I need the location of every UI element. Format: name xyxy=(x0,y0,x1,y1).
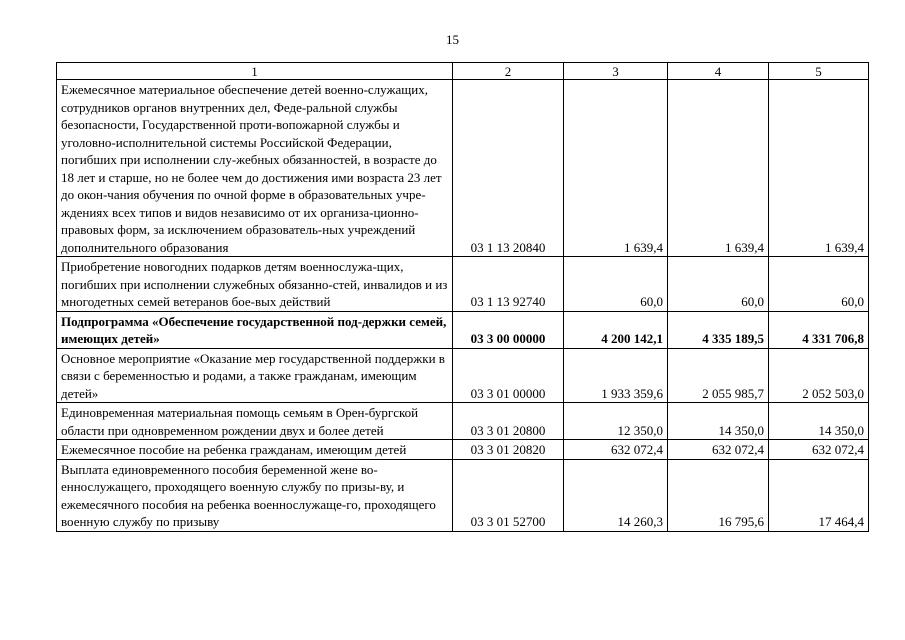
row-name: Единовременная материальная помощь семьям в Орен-бургской области при одновременном рождении двух и более детей xyxy=(57,403,453,440)
row-code: 03 3 00 00000 xyxy=(453,311,564,348)
column-header-1: 1 xyxy=(57,63,453,80)
row-value-col4: 1 639,4 xyxy=(668,80,769,257)
row-value-col4: 632 072,4 xyxy=(668,440,769,460)
row-value-col3: 14 260,3 xyxy=(564,459,668,531)
row-name: Подпрограмма «Обеспечение государственной под-держки семей, имеющих детей» xyxy=(57,311,453,348)
row-value-col5: 2 052 503,0 xyxy=(769,348,869,403)
row-code: 03 1 13 20840 xyxy=(453,80,564,257)
row-value-col5: 1 639,4 xyxy=(769,80,869,257)
row-value-col4: 14 350,0 xyxy=(668,403,769,440)
row-value-col3: 12 350,0 xyxy=(564,403,668,440)
budget-table xyxy=(56,62,869,532)
table-row xyxy=(57,403,869,440)
row-value-col5: 17 464,4 xyxy=(769,459,869,531)
column-header-2: 2 xyxy=(453,63,564,80)
table-row xyxy=(57,80,869,257)
row-name: Выплата единовременного пособия беременной жене во-еннослужащего, проходящего военную службу по призы-ву, и ежемесячного пособия на ребенка военнослужаще-го, проходящего военную службу по призыву xyxy=(57,459,453,531)
row-value-col5: 4 331 706,8 xyxy=(769,311,869,348)
row-value-col5: 14 350,0 xyxy=(769,403,869,440)
row-value-col3: 632 072,4 xyxy=(564,440,668,460)
row-value-col4: 4 335 189,5 xyxy=(668,311,769,348)
table-row-subprogram xyxy=(57,311,869,348)
row-value-col3: 4 200 142,1 xyxy=(564,311,668,348)
row-value-col3: 1 639,4 xyxy=(564,80,668,257)
row-name: Приобретение новогодних подарков детям военнослужа-щих, погибших при исполнении служебных обязанно-стей, инвалидов и из многодетных семей ветеранов бое-вых действий xyxy=(57,257,453,312)
row-value-col5: 60,0 xyxy=(769,257,869,312)
row-code: 03 3 01 20820 xyxy=(453,440,564,460)
row-code: 03 3 01 20800 xyxy=(453,403,564,440)
header-row xyxy=(57,63,869,80)
row-value-col4: 2 055 985,7 xyxy=(668,348,769,403)
table-row xyxy=(57,459,869,531)
row-value-col5: 632 072,4 xyxy=(769,440,869,460)
page-number: 15 xyxy=(446,32,459,47)
row-name: Ежемесячное материальное обеспечение детей военно-служащих, сотрудников органов внутренних дел, Феде-ральной службы безопасности, Государственной проти-вопожарной службы и уголовно-исполнительной системы Российской Федерации, погибших при исполнении слу-жебных обязанностей, в возрасте до 18 лет и старше, но не более чем до достижения ими возраста 23 лет до окон-чания обучения по очной форме в образовательных учре-ждениях всех типов и видов независимо от их организа-ционно-правовых форм, за исключением образователь-ных учреждений дополнительного образования xyxy=(57,80,453,257)
row-value-col4: 16 795,6 xyxy=(668,459,769,531)
row-code: 03 1 13 92740 xyxy=(453,257,564,312)
column-header-4: 4 xyxy=(668,63,769,80)
column-header-3: 3 xyxy=(564,63,668,80)
row-value-col3: 1 933 359,6 xyxy=(564,348,668,403)
table-row xyxy=(57,257,869,312)
row-code: 03 3 01 00000 xyxy=(453,348,564,403)
row-name: Ежемесячное пособие на ребенка гражданам, имеющим детей xyxy=(57,440,453,460)
column-header-5: 5 xyxy=(769,63,869,80)
table-row xyxy=(57,348,869,403)
table-row xyxy=(57,440,869,460)
row-name: Основное мероприятие «Оказание мер государственной поддержки в связи с беременностью и родами, а также гражданам, имеющим детей» xyxy=(57,348,453,403)
row-value-col4: 60,0 xyxy=(668,257,769,312)
row-code: 03 3 01 52700 xyxy=(453,459,564,531)
row-value-col3: 60,0 xyxy=(564,257,668,312)
